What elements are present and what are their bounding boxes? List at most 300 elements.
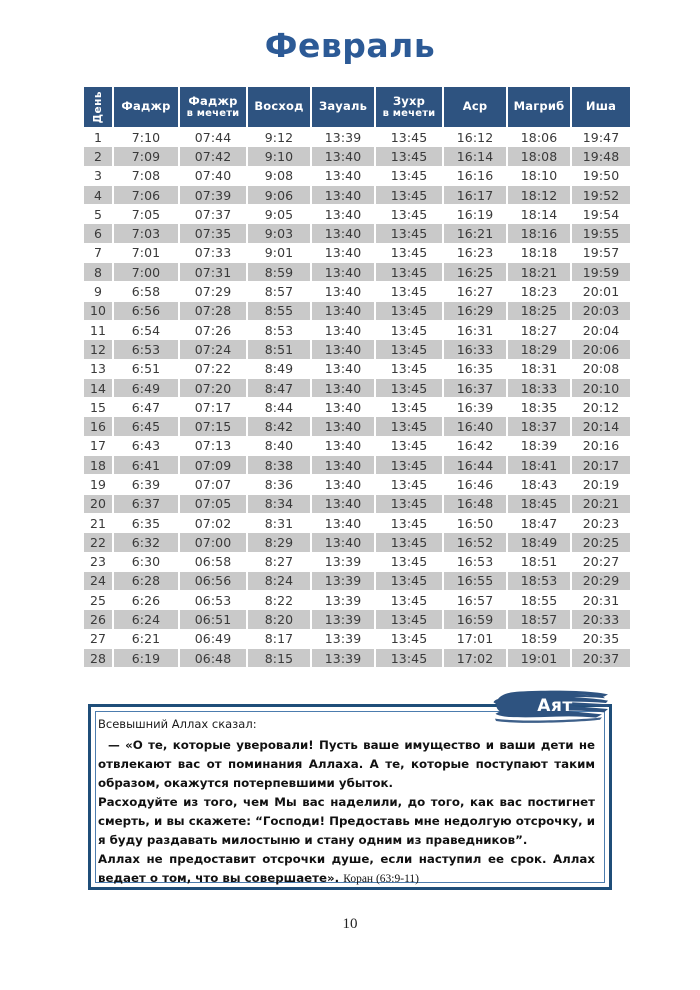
table-cell-asr: 16:17	[444, 186, 506, 204]
table-cell-fajr_mosque: 07:29	[180, 282, 246, 300]
table-row	[84, 610, 630, 628]
table-cell-sunrise: 9:03	[248, 224, 310, 242]
table-cell-fajr_mosque: 06:49	[180, 630, 246, 648]
column-header-fajr-mosque	[180, 87, 246, 127]
table-cell-zuhr_mosque: 13:45	[376, 417, 442, 435]
table-cell-day: 2	[84, 147, 112, 165]
ayat-paragraph-1	[98, 736, 595, 793]
table-cell-day: 17	[84, 437, 112, 455]
table-cell-magrib: 18:57	[508, 610, 570, 628]
table-cell-isha: 19:57	[572, 244, 630, 262]
table-cell-zawal: 13:39	[312, 649, 374, 667]
table-row	[84, 360, 630, 378]
table-cell-isha: 20:37	[572, 649, 630, 667]
table-cell-isha: 19:59	[572, 263, 630, 281]
table-cell-sunrise: 8:55	[248, 302, 310, 320]
table-cell-zuhr_mosque: 13:45	[376, 572, 442, 590]
table-cell-zuhr_mosque: 13:45	[376, 398, 442, 416]
table-cell-zawal: 13:39	[312, 610, 374, 628]
table-cell-magrib: 18:47	[508, 514, 570, 532]
table-cell-day: 26	[84, 610, 112, 628]
table-cell-asr: 16:40	[444, 417, 506, 435]
column-header-day-label: День	[91, 90, 104, 124]
ayat-intro-text: Всевышний Аллах сказал:	[98, 717, 257, 731]
table-cell-fajr: 6:45	[114, 417, 178, 435]
table-cell-fajr_mosque: 07:40	[180, 167, 246, 185]
table-cell-zawal: 13:40	[312, 244, 374, 262]
table-cell-fajr_mosque: 07:33	[180, 244, 246, 262]
table-cell-magrib: 18:35	[508, 398, 570, 416]
table-row	[84, 437, 630, 455]
table-row	[84, 205, 630, 223]
table-cell-magrib: 19:01	[508, 649, 570, 667]
table-cell-fajr_mosque: 06:51	[180, 610, 246, 628]
table-cell-fajr: 7:00	[114, 263, 178, 281]
table-cell-magrib: 18:27	[508, 321, 570, 339]
table-cell-zuhr_mosque: 13:45	[376, 244, 442, 262]
table-cell-fajr: 6:32	[114, 533, 178, 551]
table-cell-day: 9	[84, 282, 112, 300]
ayat-paragraph-3	[98, 850, 595, 889]
table-cell-zawal: 13:40	[312, 282, 374, 300]
table-row	[84, 321, 630, 339]
table-cell-fajr_mosque: 07:20	[180, 379, 246, 397]
table-cell-asr: 16:14	[444, 147, 506, 165]
table-cell-day: 16	[84, 417, 112, 435]
table-cell-fajr_mosque: 06:53	[180, 591, 246, 609]
table-cell-zawal: 13:40	[312, 398, 374, 416]
table-cell-day: 13	[84, 360, 112, 378]
table-cell-fajr: 6:39	[114, 475, 178, 493]
table-cell-sunrise: 8:42	[248, 417, 310, 435]
table-cell-magrib: 18:53	[508, 572, 570, 590]
table-body	[84, 128, 630, 667]
ayat-paragraph-1-text: — «О те, которые уверовали! Пусть ваше имущество и ваши дети не отвлекают вас от поминания Аллаха. А те, которые поступают таким образом, окажутся потерпевшими убыток.	[98, 737, 595, 790]
column-header-magrib-label: Магриб	[513, 99, 565, 114]
table-cell-asr: 16:19	[444, 205, 506, 223]
table-cell-asr: 16:27	[444, 282, 506, 300]
table-cell-zawal: 13:40	[312, 514, 374, 532]
table-cell-asr: 16:37	[444, 379, 506, 397]
table-cell-sunrise: 9:08	[248, 167, 310, 185]
table-cell-zuhr_mosque: 13:45	[376, 553, 442, 571]
table-cell-zuhr_mosque: 13:45	[376, 263, 442, 281]
table-cell-sunrise: 8:57	[248, 282, 310, 300]
table-cell-asr: 17:01	[444, 630, 506, 648]
table-cell-asr: 16:31	[444, 321, 506, 339]
table-cell-zawal: 13:40	[312, 186, 374, 204]
table-cell-magrib: 18:12	[508, 186, 570, 204]
table-cell-magrib: 18:23	[508, 282, 570, 300]
table-cell-isha: 20:10	[572, 379, 630, 397]
table-cell-magrib: 18:16	[508, 224, 570, 242]
column-header-zuhr-mosque-sublabel: в мечети	[382, 107, 436, 119]
table-cell-isha: 19:55	[572, 224, 630, 242]
table-cell-magrib: 18:31	[508, 360, 570, 378]
table-cell-zuhr_mosque: 13:45	[376, 282, 442, 300]
table-cell-zuhr_mosque: 13:45	[376, 128, 442, 146]
table-cell-magrib: 18:49	[508, 533, 570, 551]
table-cell-magrib: 18:06	[508, 128, 570, 146]
table-cell-sunrise: 8:20	[248, 610, 310, 628]
table-cell-fajr_mosque: 07:37	[180, 205, 246, 223]
table-cell-zawal: 13:40	[312, 340, 374, 358]
table-cell-asr: 16:29	[444, 302, 506, 320]
table-cell-sunrise: 9:01	[248, 244, 310, 262]
table-cell-day: 23	[84, 553, 112, 571]
table-row	[84, 417, 630, 435]
table-cell-asr: 16:48	[444, 495, 506, 513]
table-cell-sunrise: 8:22	[248, 591, 310, 609]
table-cell-isha: 20:27	[572, 553, 630, 571]
table-cell-day: 6	[84, 224, 112, 242]
table-cell-fajr: 7:09	[114, 147, 178, 165]
table-cell-isha: 20:29	[572, 572, 630, 590]
table-cell-isha: 20:16	[572, 437, 630, 455]
table-cell-isha: 20:23	[572, 514, 630, 532]
table-cell-asr: 16:25	[444, 263, 506, 281]
table-cell-asr: 16:50	[444, 514, 506, 532]
table-cell-fajr_mosque: 07:39	[180, 186, 246, 204]
table-cell-zawal: 13:40	[312, 167, 374, 185]
table-cell-zawal: 13:40	[312, 495, 374, 513]
table-cell-zuhr_mosque: 13:45	[376, 224, 442, 242]
column-header-fajr-mosque-label: Фаджр	[188, 93, 238, 108]
table-cell-day: 18	[84, 456, 112, 474]
column-header-fajr-label: Фаджр	[121, 99, 171, 114]
table-cell-fajr: 7:01	[114, 244, 178, 262]
table-cell-asr: 16:23	[444, 244, 506, 262]
ayat-paragraph-2: Расходуйте из того, чем Мы вас наделили, до того, как вас постигнет смерть, и вы скажете: “Господи! Предоставь мне недолгую отсрочку, и я буду раздавать милостыню и стану одним из праведников”.	[98, 795, 595, 848]
table-cell-asr: 16:42	[444, 437, 506, 455]
table-cell-day: 25	[84, 591, 112, 609]
table-cell-sunrise: 8:34	[248, 495, 310, 513]
table-cell-zawal: 13:40	[312, 263, 374, 281]
table-cell-fajr: 6:58	[114, 282, 178, 300]
table-cell-sunrise: 8:40	[248, 437, 310, 455]
table-cell-sunrise: 8:15	[248, 649, 310, 667]
table-row	[84, 147, 630, 165]
table-cell-zuhr_mosque: 13:45	[376, 360, 442, 378]
table-cell-asr: 16:12	[444, 128, 506, 146]
table-cell-fajr_mosque: 07:31	[180, 263, 246, 281]
table-cell-fajr: 7:03	[114, 224, 178, 242]
table-cell-zawal: 13:40	[312, 533, 374, 551]
column-header-zawal-label: Зауаль	[318, 99, 368, 114]
table-cell-asr: 16:46	[444, 475, 506, 493]
table-cell-magrib: 18:33	[508, 379, 570, 397]
table-cell-asr: 16:59	[444, 610, 506, 628]
table-cell-zuhr_mosque: 13:45	[376, 610, 442, 628]
table-cell-fajr: 7:10	[114, 128, 178, 146]
table-cell-magrib: 18:37	[508, 417, 570, 435]
table-row	[84, 263, 630, 281]
table-cell-sunrise: 8:24	[248, 572, 310, 590]
table-row	[84, 514, 630, 532]
table-cell-sunrise: 8:49	[248, 360, 310, 378]
table-cell-zuhr_mosque: 13:45	[376, 379, 442, 397]
table-cell-asr: 16:21	[444, 224, 506, 242]
table-cell-magrib: 18:39	[508, 437, 570, 455]
table-cell-fajr_mosque: 06:58	[180, 553, 246, 571]
table-cell-magrib: 18:08	[508, 147, 570, 165]
table-cell-magrib: 18:41	[508, 456, 570, 474]
table-cell-isha: 20:08	[572, 360, 630, 378]
ayat-badge	[492, 686, 614, 726]
table-cell-fajr_mosque: 07:28	[180, 302, 246, 320]
table-cell-fajr_mosque: 07:13	[180, 437, 246, 455]
table-cell-day: 14	[84, 379, 112, 397]
table-row	[84, 244, 630, 262]
table-cell-sunrise: 9:12	[248, 128, 310, 146]
table-cell-magrib: 18:21	[508, 263, 570, 281]
table-row	[84, 398, 630, 416]
table-row	[84, 186, 630, 204]
table-cell-day: 21	[84, 514, 112, 532]
table-cell-zuhr_mosque: 13:45	[376, 302, 442, 320]
table-cell-zuhr_mosque: 13:45	[376, 495, 442, 513]
table-cell-fajr: 6:30	[114, 553, 178, 571]
table-cell-sunrise: 8:36	[248, 475, 310, 493]
table-cell-zuhr_mosque: 13:45	[376, 514, 442, 532]
table-row	[84, 649, 630, 667]
table-cell-fajr: 6:53	[114, 340, 178, 358]
column-header-day	[84, 87, 112, 127]
table-cell-fajr: 6:43	[114, 437, 178, 455]
table-cell-day: 10	[84, 302, 112, 320]
table-cell-zuhr_mosque: 13:45	[376, 147, 442, 165]
table-cell-isha: 20:19	[572, 475, 630, 493]
table-cell-magrib: 18:43	[508, 475, 570, 493]
table-cell-zuhr_mosque: 13:45	[376, 649, 442, 667]
table-cell-isha: 20:31	[572, 591, 630, 609]
table-cell-zuhr_mosque: 13:45	[376, 321, 442, 339]
table-cell-zawal: 13:39	[312, 553, 374, 571]
table-cell-magrib: 18:25	[508, 302, 570, 320]
ayat-badge-label: Аят	[537, 696, 573, 716]
table-cell-isha: 19:50	[572, 167, 630, 185]
table-cell-day: 22	[84, 533, 112, 551]
column-header-sunrise	[248, 87, 310, 127]
table-cell-isha: 20:17	[572, 456, 630, 474]
table-cell-zuhr_mosque: 13:45	[376, 167, 442, 185]
table-row	[84, 340, 630, 358]
table-cell-fajr_mosque: 07:26	[180, 321, 246, 339]
table-cell-asr: 17:02	[444, 649, 506, 667]
table-cell-fajr: 6:56	[114, 302, 178, 320]
table-cell-zuhr_mosque: 13:45	[376, 533, 442, 551]
table-row	[84, 630, 630, 648]
table-row	[84, 475, 630, 493]
table-row	[84, 282, 630, 300]
table-cell-zawal: 13:40	[312, 224, 374, 242]
table-cell-zuhr_mosque: 13:45	[376, 630, 442, 648]
table-cell-asr: 16:33	[444, 340, 506, 358]
table-cell-fajr_mosque: 06:56	[180, 572, 246, 590]
table-cell-isha: 20:25	[572, 533, 630, 551]
table-cell-zawal: 13:40	[312, 302, 374, 320]
column-header-sunrise-label: Восход	[254, 99, 304, 114]
table-cell-fajr: 6:35	[114, 514, 178, 532]
table-cell-day: 11	[84, 321, 112, 339]
table-cell-fajr: 6:41	[114, 456, 178, 474]
page-title: Февраль	[264, 26, 436, 65]
ayat-reference: Коран (63:9-11)	[343, 873, 419, 886]
table-cell-isha: 20:04	[572, 321, 630, 339]
table-cell-day: 28	[84, 649, 112, 667]
column-header-asr-label: Аср	[462, 99, 488, 114]
table-cell-fajr: 6:51	[114, 360, 178, 378]
table-cell-zawal: 13:40	[312, 321, 374, 339]
table-cell-zawal: 13:40	[312, 147, 374, 165]
table-cell-magrib: 18:10	[508, 167, 570, 185]
table-cell-fajr: 6:26	[114, 591, 178, 609]
table-cell-asr: 16:55	[444, 572, 506, 590]
table-cell-zuhr_mosque: 13:45	[376, 475, 442, 493]
table-cell-isha: 19:47	[572, 128, 630, 146]
table-cell-sunrise: 8:27	[248, 553, 310, 571]
table-cell-zawal: 13:39	[312, 591, 374, 609]
table-cell-asr: 16:57	[444, 591, 506, 609]
table-header-row	[84, 87, 630, 127]
page-number: 10	[342, 916, 358, 932]
column-header-fajr-mosque-sublabel: в мечети	[186, 107, 240, 119]
table-cell-day: 15	[84, 398, 112, 416]
table-cell-fajr_mosque: 07:09	[180, 456, 246, 474]
ayat-paragraph-3-text: Аллах не предоставит отсрочки душе, если наступил ее срок. Аллах ведает о том, что вы совершаете».	[98, 852, 595, 886]
table-cell-isha: 20:12	[572, 398, 630, 416]
table-cell-magrib: 18:55	[508, 591, 570, 609]
table-row	[84, 128, 630, 146]
column-header-fajr	[114, 87, 178, 127]
table-cell-zuhr_mosque: 13:45	[376, 591, 442, 609]
table-cell-fajr_mosque: 07:05	[180, 495, 246, 513]
column-header-zawal	[312, 87, 374, 127]
table-cell-sunrise: 8:51	[248, 340, 310, 358]
table-cell-zuhr_mosque: 13:45	[376, 456, 442, 474]
table-cell-day: 12	[84, 340, 112, 358]
table-cell-sunrise: 8:17	[248, 630, 310, 648]
table-cell-fajr_mosque: 07:17	[180, 398, 246, 416]
ayat-quote-body	[98, 716, 604, 889]
column-header-isha-label: Иша	[585, 99, 617, 114]
table-cell-isha: 20:14	[572, 417, 630, 435]
table-cell-isha: 20:33	[572, 610, 630, 628]
table-cell-sunrise: 8:31	[248, 514, 310, 532]
table-cell-sunrise: 9:05	[248, 205, 310, 223]
table-cell-zawal: 13:40	[312, 205, 374, 223]
table-cell-zawal: 13:40	[312, 475, 374, 493]
table-cell-fajr_mosque: 07:24	[180, 340, 246, 358]
table-cell-sunrise: 8:47	[248, 379, 310, 397]
table-cell-zuhr_mosque: 13:45	[376, 186, 442, 204]
table-cell-asr: 16:53	[444, 553, 506, 571]
table-cell-asr: 16:39	[444, 398, 506, 416]
table-cell-day: 24	[84, 572, 112, 590]
table-header	[84, 87, 630, 127]
table-cell-isha: 20:06	[572, 340, 630, 358]
table-cell-zawal: 13:40	[312, 379, 374, 397]
table-cell-isha: 20:01	[572, 282, 630, 300]
table-cell-isha: 20:35	[572, 630, 630, 648]
table-cell-isha: 20:03	[572, 302, 630, 320]
table-cell-asr: 16:44	[444, 456, 506, 474]
table-cell-magrib: 18:59	[508, 630, 570, 648]
table-cell-fajr: 6:49	[114, 379, 178, 397]
table-cell-day: 1	[84, 128, 112, 146]
table-row	[84, 456, 630, 474]
table-cell-asr: 16:52	[444, 533, 506, 551]
table-cell-fajr_mosque: 07:00	[180, 533, 246, 551]
table-cell-sunrise: 9:10	[248, 147, 310, 165]
table-cell-zuhr_mosque: 13:45	[376, 340, 442, 358]
table-cell-fajr_mosque: 06:48	[180, 649, 246, 667]
table-cell-zawal: 13:39	[312, 128, 374, 146]
table-row	[84, 379, 630, 397]
table-cell-day: 5	[84, 205, 112, 223]
table-cell-fajr_mosque: 07:35	[180, 224, 246, 242]
table-cell-isha: 20:21	[572, 495, 630, 513]
prayer-times-table-container	[82, 86, 618, 668]
table-cell-fajr: 6:28	[114, 572, 178, 590]
table-cell-sunrise: 8:44	[248, 398, 310, 416]
table-cell-fajr: 6:24	[114, 610, 178, 628]
column-header-zuhr-mosque-label: Зухр	[392, 93, 426, 108]
table-cell-day: 8	[84, 263, 112, 281]
table-row	[84, 533, 630, 551]
table-cell-zawal: 13:40	[312, 456, 374, 474]
table-cell-sunrise: 8:53	[248, 321, 310, 339]
table-cell-fajr: 6:21	[114, 630, 178, 648]
table-cell-fajr: 6:54	[114, 321, 178, 339]
column-header-isha	[572, 87, 630, 127]
table-row	[84, 224, 630, 242]
table-cell-fajr_mosque: 07:42	[180, 147, 246, 165]
table-cell-day: 4	[84, 186, 112, 204]
table-cell-fajr_mosque: 07:02	[180, 514, 246, 532]
table-row	[84, 591, 630, 609]
table-cell-zawal: 13:40	[312, 360, 374, 378]
column-header-asr	[444, 87, 506, 127]
table-cell-fajr: 7:06	[114, 186, 178, 204]
column-header-zuhr-mosque	[376, 87, 442, 127]
table-cell-fajr_mosque: 07:07	[180, 475, 246, 493]
table-cell-fajr_mosque: 07:44	[180, 128, 246, 146]
table-cell-zawal: 13:39	[312, 630, 374, 648]
table-cell-magrib: 18:29	[508, 340, 570, 358]
table-cell-magrib: 18:51	[508, 553, 570, 571]
column-header-magrib	[508, 87, 570, 127]
table-cell-zuhr_mosque: 13:45	[376, 205, 442, 223]
table-cell-isha: 19:54	[572, 205, 630, 223]
table-cell-zawal: 13:40	[312, 417, 374, 435]
table-cell-isha: 19:52	[572, 186, 630, 204]
table-cell-asr: 16:35	[444, 360, 506, 378]
table-cell-fajr_mosque: 07:22	[180, 360, 246, 378]
table-row	[84, 302, 630, 320]
prayer-times-table	[82, 86, 632, 668]
table-cell-magrib: 18:45	[508, 495, 570, 513]
table-cell-sunrise: 8:38	[248, 456, 310, 474]
table-cell-fajr: 7:05	[114, 205, 178, 223]
table-cell-day: 7	[84, 244, 112, 262]
table-cell-fajr_mosque: 07:15	[180, 417, 246, 435]
table-cell-magrib: 18:14	[508, 205, 570, 223]
table-cell-day: 19	[84, 475, 112, 493]
table-row	[84, 167, 630, 185]
table-cell-sunrise: 9:06	[248, 186, 310, 204]
table-row	[84, 572, 630, 590]
